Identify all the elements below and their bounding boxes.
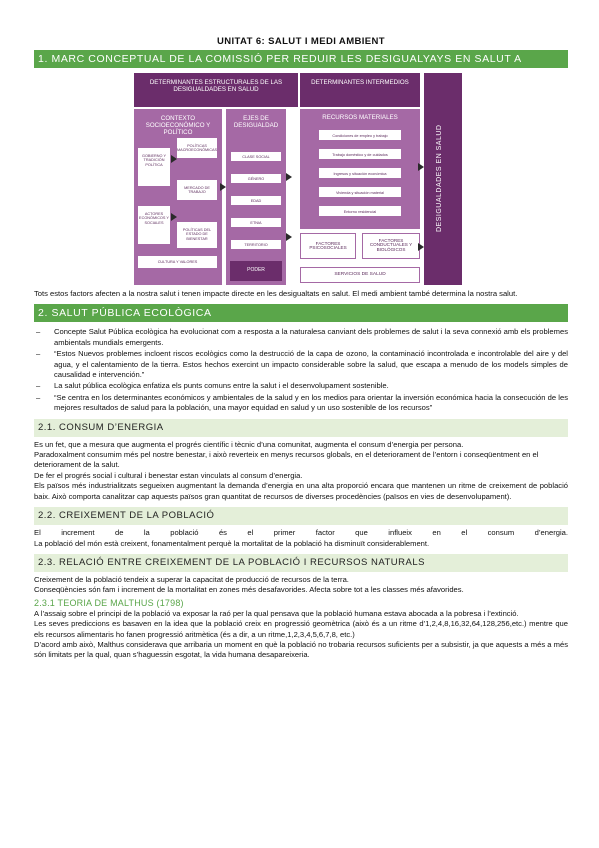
labour-market-box: MERCADO DE TRABAJO (176, 179, 218, 201)
section-2-list (34, 327, 568, 413)
macro-policies-box: POLÍTICAS MACROECONÓMICAS (176, 137, 218, 159)
paragraph: D’acord amb això, Malthus considerava que arribaria un moment en què la població no trobaria recursos suficients per a subsistir, ja que aquests a més a més són limitats per la qual, quan s’haguessin esgotat, la vida humana desapareixeria. (34, 639, 568, 660)
resource-employment: Condiciones de empleo y trabajo (318, 129, 402, 141)
list-item: – “Se centra en los determinantes económicos y ambientales de la salud y en los medios para orientar la inversión económica hacia la consecución de les mejores resultados de salud para la población, una mayor equidad en salud y un uso sostenible de los recursos” (34, 393, 568, 414)
section-2-2-body (34, 528, 568, 549)
axis-social-class: CLASE SOCIAL (230, 151, 282, 162)
resource-housing: Vivienda y situación material (318, 186, 402, 198)
welfare-policies-box: POLÍTICAS DEL ESTADO DE BIENESTAR (176, 221, 218, 249)
section-1-heading: 1. MARC CONCEPTUAL DE LA COMISSIÓ PER REDUIR LES DESIGUALYAYS EN SALUT A ESPANYA (34, 50, 568, 68)
section-2-3-1-heading: 2.3.1 TEORIA DE MALTHUS (1798) (34, 597, 184, 608)
arrow-icon (418, 243, 424, 251)
intermediate-determinants-header: DETERMINANTES INTERMEDIOS (300, 73, 420, 107)
axes-block (226, 109, 286, 285)
list-item: – Concepte Salut Pública ecològica ha evolucionat com a resposta a la naturalesa canviant dels problemes de salut i la seva connexió amb els problemes ambientals mundials emergents. (34, 327, 568, 348)
arrow-icon (286, 173, 292, 181)
paragraph: Creixement de la població tendeix a superar la capacitat de producció de recursos de la terra. (34, 574, 349, 584)
document-page (34, 36, 568, 661)
paragraph: El increment de la població és el primer factor que influeix en el consum d’energia. (34, 528, 568, 538)
unit-title: UNITAT 6: SALUT I MEDI AMBIENT (216, 36, 386, 47)
culture-box: CULTURA Y VALORES (137, 255, 218, 269)
resource-environment: Entorno residencial (318, 205, 402, 217)
section-2-heading: 2. SALUT PÚBLICA ECOLÒGICA (34, 304, 568, 322)
context-block (134, 109, 222, 285)
section-2-1-heading: 2.1. CONSUM D’ENERGIA (34, 419, 568, 437)
section-1-caption: Tots estos factors afecten a la nostra salut i tenen impacte directe en les desigualtats en salut. El medi ambient també determina la nostra salut. (34, 289, 518, 298)
paragraph: A l’assaig sobre el principi de la població va exposar la raó per la qual pensava que la població humana estava abocada a la pobresa i l’extinció. (34, 608, 519, 618)
axes-title: EJES DE DESIGUALDAD (233, 115, 279, 130)
section-2-3-body (34, 575, 568, 596)
health-inequalities-bar (424, 73, 462, 285)
arrow-icon (418, 163, 424, 171)
axis-gender: GÉNERO (230, 173, 282, 184)
list-item: – “Estos Nuevos problemes incloent riscos ecològics como la destrucció de la capa de ozono, la contaminació incontrolada e incontrolable del aire y del agua, y el calentamiento de la tierra. Estos hechos exercint un impacto considerable sobre la salud, que escapa a menudo de los models simples de causalidad e intervención.” (34, 349, 568, 380)
axis-ethnicity: ETNIA (230, 217, 282, 228)
behavioural-factors-box: FACTORES CONDUCTUALES Y BIOLÓGICOS (362, 233, 420, 259)
context-title: CONTEXTO SOCIOECONÓMICO Y POLÍTICO (145, 115, 211, 137)
section-2-1-body (34, 440, 568, 502)
section-2-2-heading: 2.2. CREIXEMENT DE LA POBLACIÓ (34, 507, 568, 525)
structural-determinants-header: DETERMINANTES ESTRUCTURALES DE LAS DESIGUALDADES EN SALUD (134, 73, 298, 107)
material-resources-block (300, 109, 420, 229)
paragraph: La població del món està creixent, fonamentalment perquè la mortalitat de la població ha disminuït considerablement. (34, 538, 430, 548)
paragraph: Conseqüències són fam i increment de la mortalitat en zones més desafavorides. Afecta sobre tot a les classes més afavorides. (34, 585, 464, 595)
resource-income: Ingresos y situación económica (318, 167, 402, 179)
axis-territory: TERRITORIO (230, 239, 282, 250)
list-item: – La salut pública ecològica enfatiza els punts comuns entre la salut i el desenvolupament sostenible. (34, 381, 568, 391)
paragraph: Paradoxalment consumim més pel nostre benestar, i això reverteix en menys recursos globals, en el deteriorament de l’entorn i conseqüentment en el deteriorament de la salut. (34, 450, 539, 470)
power-box: PODER (230, 261, 282, 281)
paragraph: Els països més industrialitzats segueixen augmentant la demanda d’energia en una alta proporció encara que mantenen un ritme de creixement de població baix. Això comporta canalitzar cap aquests països gran quantitat de recursos de diverses procedències (països en vies de desenvolupament). (34, 481, 568, 501)
health-inequalities-label: DESIGUALDADES EN SALUD (436, 124, 443, 232)
paragraph: Es un fet, que a mesura que augmenta el progrés científic i tècnic d’una comunitat, augmenta el consum d’energia per persona. (34, 439, 464, 449)
determinants-diagram (134, 73, 464, 285)
government-box: GOBIERNO Y TRADICIÓN POLÍTICA (137, 147, 171, 187)
arrow-icon (171, 155, 177, 163)
section-2-3-1-body (34, 609, 568, 661)
paragraph: De fer el progrés social i cultural i benestar estan vinculats al consum d’energia. (34, 470, 303, 480)
psychosocial-factors-box: FACTORES PSICOSOCIALES (300, 233, 356, 259)
arrow-icon (220, 183, 226, 191)
axis-age: EDAD (230, 195, 282, 206)
actors-box: ACTORES ECONÓMICOS Y SOCIALES (137, 205, 171, 245)
paragraph: Les seves prediccions es basaven en la idea que la població creix en progressió geomètrica (això és a un ritme d’1,2,4,8,16,32,64,128,256,etc.) mentre que els recursos alimentaris ho fanen progressió aritmètica (és a dir, a un ritme,1,2,3,4,5,6,7,8, etc.) (34, 619, 568, 639)
material-resources-title: RECURSOS MATERIALES (322, 114, 398, 121)
arrow-icon (286, 233, 292, 241)
health-services-box: SERVICIOS DE SALUD (300, 267, 420, 283)
section-2-3-heading: 2.3. RELACIÓ ENTRE CREIXEMENT DE LA POBLACIÓ I RECURSOS NATURALS (34, 554, 568, 572)
arrow-icon (171, 213, 177, 221)
resource-domestic-work: Trabajo doméstico y de cuidados (318, 148, 402, 160)
